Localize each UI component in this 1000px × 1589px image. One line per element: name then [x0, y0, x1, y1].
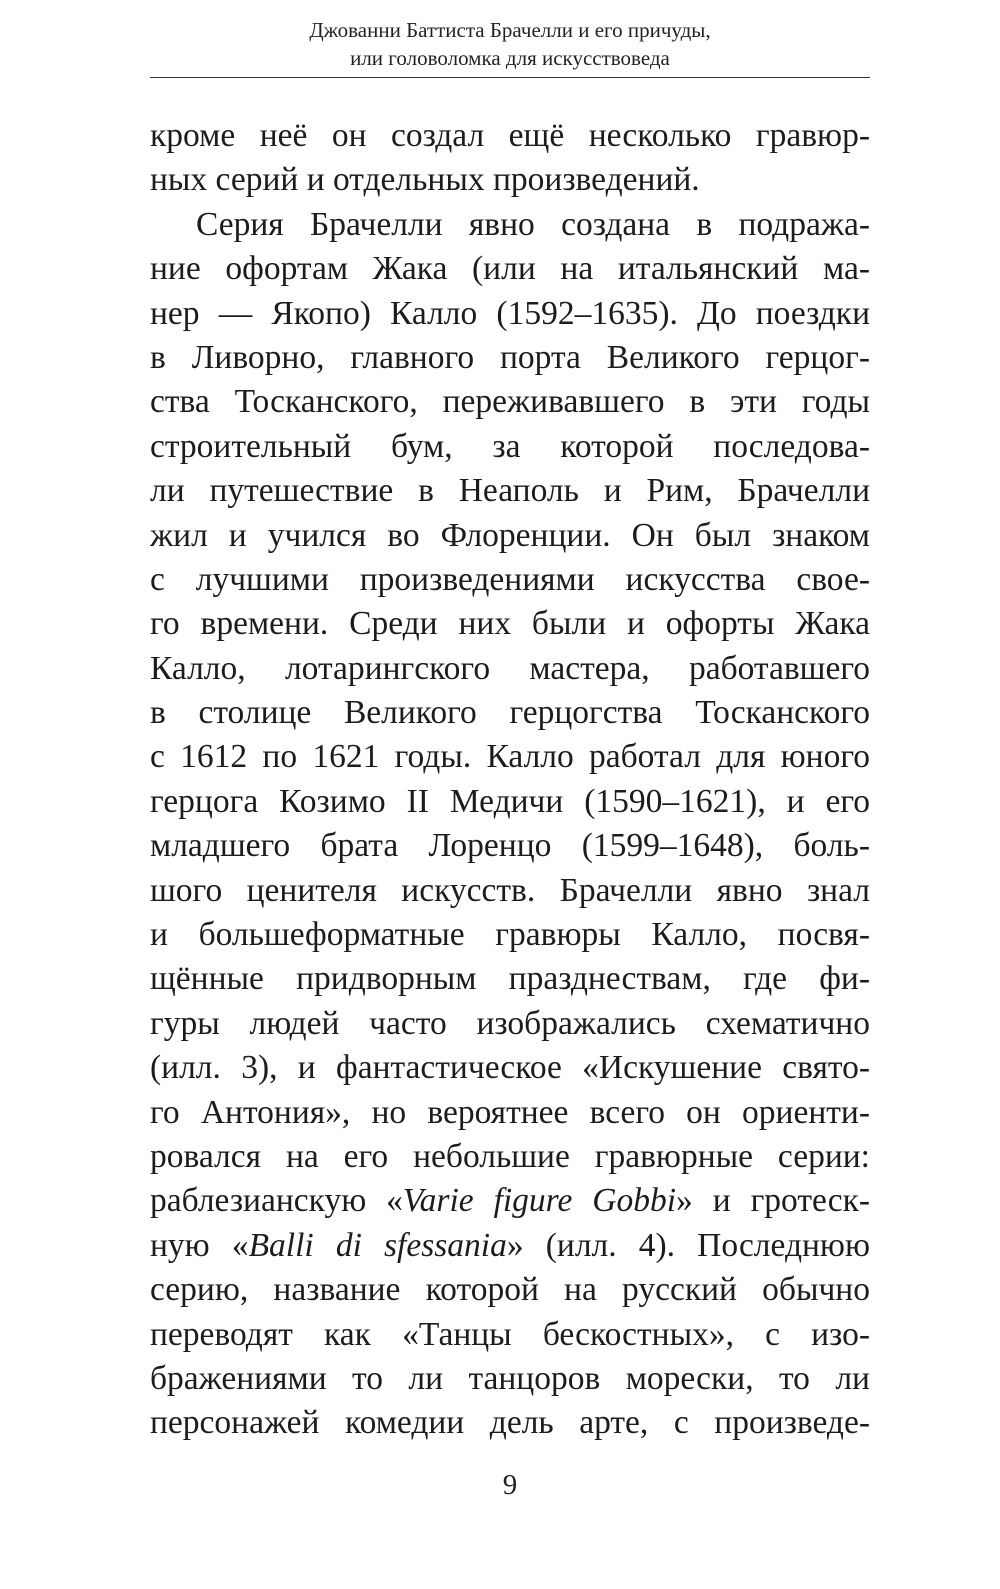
text-line: ства Тосканского, переживавшего в эти годы: [150, 383, 870, 421]
text-line: в Ливорно, главного порта Великого герцог-: [150, 338, 870, 376]
text-line: кроме неё он создал ещё несколько гравюр-: [150, 117, 870, 154]
text-line: с 1612 по 1621 годы. Калло работал для юного: [150, 738, 870, 776]
text-run: ную «: [150, 1226, 249, 1264]
text-line: бражениями то ли танцоров морески, то ли: [150, 1359, 870, 1397]
text-line: серию, название которой на русский обычно: [150, 1271, 870, 1309]
text-line: ных серий и отдельных произведений.: [150, 161, 700, 199]
text-line: ние офортам Жака (или на итальянский ма-: [150, 250, 870, 288]
text-line: строительный бум, за которой последова-: [150, 427, 870, 465]
text-run: » и гротеск-: [676, 1182, 871, 1220]
text-line: Серия Брачелли явно создана в подража-: [196, 205, 870, 243]
text-line: герцога Козимо II Медичи (1590–1621), и его: [150, 782, 870, 820]
body-text: [150, 114, 870, 1446]
text-line: переводят как «Танцы бескостных», с изо-: [150, 1315, 870, 1353]
text-line: ровался на его небольшие гравюрные серии:: [150, 1137, 870, 1175]
running-head: [150, 16, 870, 72]
text-line: ли путешествие в Неаполь и Рим, Брачелли: [150, 472, 870, 510]
italic-title: Balli di sfessania: [248, 1226, 507, 1264]
text-line: нер — Якопо) Калло (1592–1635). До поездки: [150, 294, 870, 332]
text-line: [150, 1224, 870, 1268]
text-line: с лучшими произведениями искусства свое-: [150, 560, 870, 598]
text-line: Калло, лотарингского мастера, работавшего: [150, 649, 870, 687]
text-line: гуры людей часто изображались схематично: [150, 1004, 870, 1042]
text-line: (илл. 3), и фантастическое «Искушение свято-: [150, 1049, 870, 1087]
text-line: го времени. Среди них были и офорты Жака: [150, 605, 870, 643]
text-line: шого ценителя искусств. Брачелли явно знал: [150, 871, 870, 909]
page-number: 9: [502, 1469, 518, 1501]
running-head-line-1: Джованни Баттиста Брачелли и его причуды,: [309, 18, 711, 42]
italic-title: Varie figure Gobbi: [402, 1182, 677, 1220]
text-line: младшего брата Лоренцо (1599–1648), боль-: [150, 827, 870, 865]
text-run: раблезианскую «: [150, 1182, 403, 1220]
text-line: персонажей комедии дель арте, с произведе-: [150, 1404, 870, 1442]
text-line: в столице Великого герцогства Тосканского: [150, 694, 870, 732]
running-head-line-2: или головоломка для искусствоведа: [350, 46, 670, 70]
text-line: и большеформатные гравюры Калло, посвя-: [150, 916, 870, 954]
text-line: жил и учился во Флоренции. Он был знаком: [150, 516, 870, 554]
text-line: го Антония», но вероятнее всего он ориенти-: [150, 1093, 870, 1131]
text-line: щённые придворным празднествам, где фи-: [150, 960, 870, 998]
text-run: » (илл. 4). Последнюю: [506, 1226, 870, 1264]
running-head-rule: [150, 77, 870, 78]
text-line: [150, 1179, 870, 1223]
